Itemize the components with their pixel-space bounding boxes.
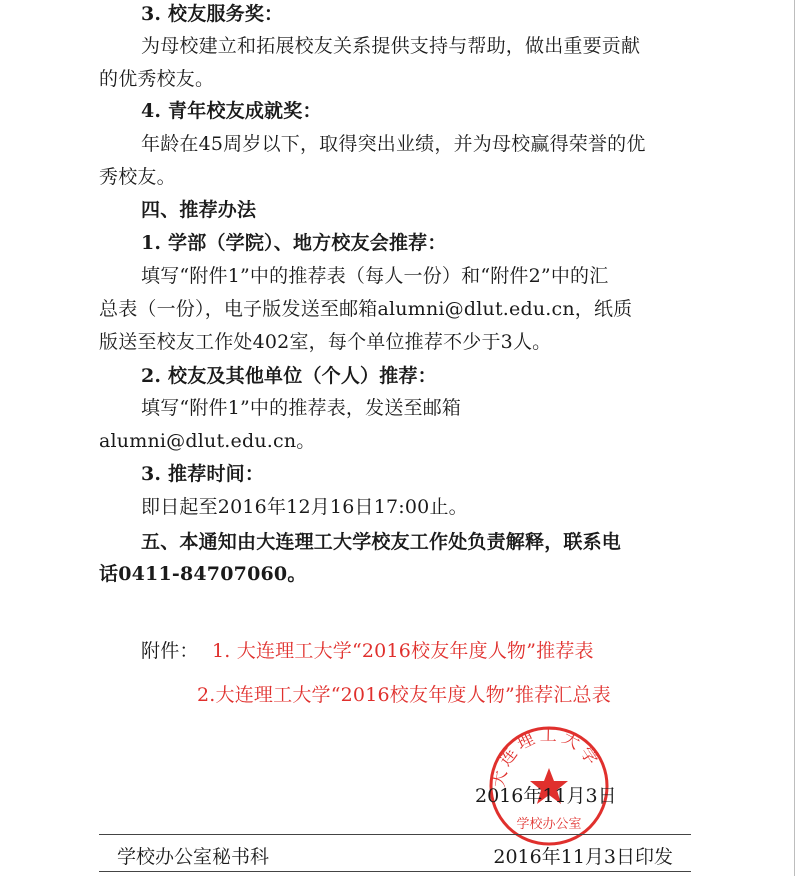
section-item-title: 1. 学部（学院）、地方校友会推荐： bbox=[141, 232, 447, 254]
footer-issuer: 学校办公室秘书科 bbox=[117, 846, 270, 868]
attachments-label: 附件： bbox=[141, 640, 199, 662]
paragraph-line: 填写“附件1”中的推荐表，发送至邮箱 bbox=[141, 397, 462, 419]
footer-rule-top bbox=[99, 834, 691, 835]
paragraph-line: 的优秀校友。 bbox=[99, 68, 215, 90]
paragraph-line: 版送至校友工作处402室，每个单位推荐不少于3人。 bbox=[99, 331, 552, 353]
paragraph-line: 即日起至2016年12月16日17:00止。 bbox=[141, 496, 468, 518]
section-item-title: 3. 校友服务奖： bbox=[141, 3, 284, 25]
footer-print-date: 2016年11月3日印发 bbox=[493, 846, 673, 868]
page-edge bbox=[794, 0, 795, 876]
footer-rule-bottom bbox=[99, 871, 691, 872]
paragraph-line: 为母校建立和拓展校友关系提供支持与帮助，做出重要贡献 bbox=[141, 35, 641, 57]
paragraph-line: alumni@dlut.edu.cn。 bbox=[99, 430, 316, 452]
section-item-title: 4. 青年校友成就奖： bbox=[141, 100, 322, 122]
section-item-title: 3. 推荐时间： bbox=[141, 463, 265, 485]
paragraph-line: 话0411-84707060。 bbox=[99, 563, 307, 585]
section-item-title: 2. 校友及其他单位（个人）推荐： bbox=[141, 365, 437, 387]
section-heading: 四、推荐办法 bbox=[141, 199, 257, 221]
attachment-link-1[interactable]: 1. 大连理工大学“2016校友年度人物”推荐表 bbox=[212, 640, 594, 662]
seal-text: 大连理工大学 bbox=[489, 725, 604, 790]
seal-inner-text: 学校办公室 bbox=[516, 817, 582, 832]
paragraph-line: 总表（一份），电子版发送至邮箱alumni@dlut.edu.cn，纸质 bbox=[99, 298, 633, 320]
paragraph-line: 年龄在45周岁以下，取得突出业绩，并为母校赢得荣誉的优 bbox=[141, 133, 646, 155]
attachment-link-2[interactable]: 2.大连理工大学“2016校友年度人物”推荐汇总表 bbox=[197, 684, 611, 706]
paragraph-line: 秀校友。 bbox=[99, 166, 176, 188]
paragraph-line: 填写“附件1”中的推荐表（每人一份）和“附件2”中的汇 bbox=[141, 265, 609, 287]
signature-date: 2016年11月3日 bbox=[475, 785, 617, 807]
section-heading: 五、本通知由大连理工大学校友工作处负责解释，联系电 bbox=[141, 531, 622, 553]
